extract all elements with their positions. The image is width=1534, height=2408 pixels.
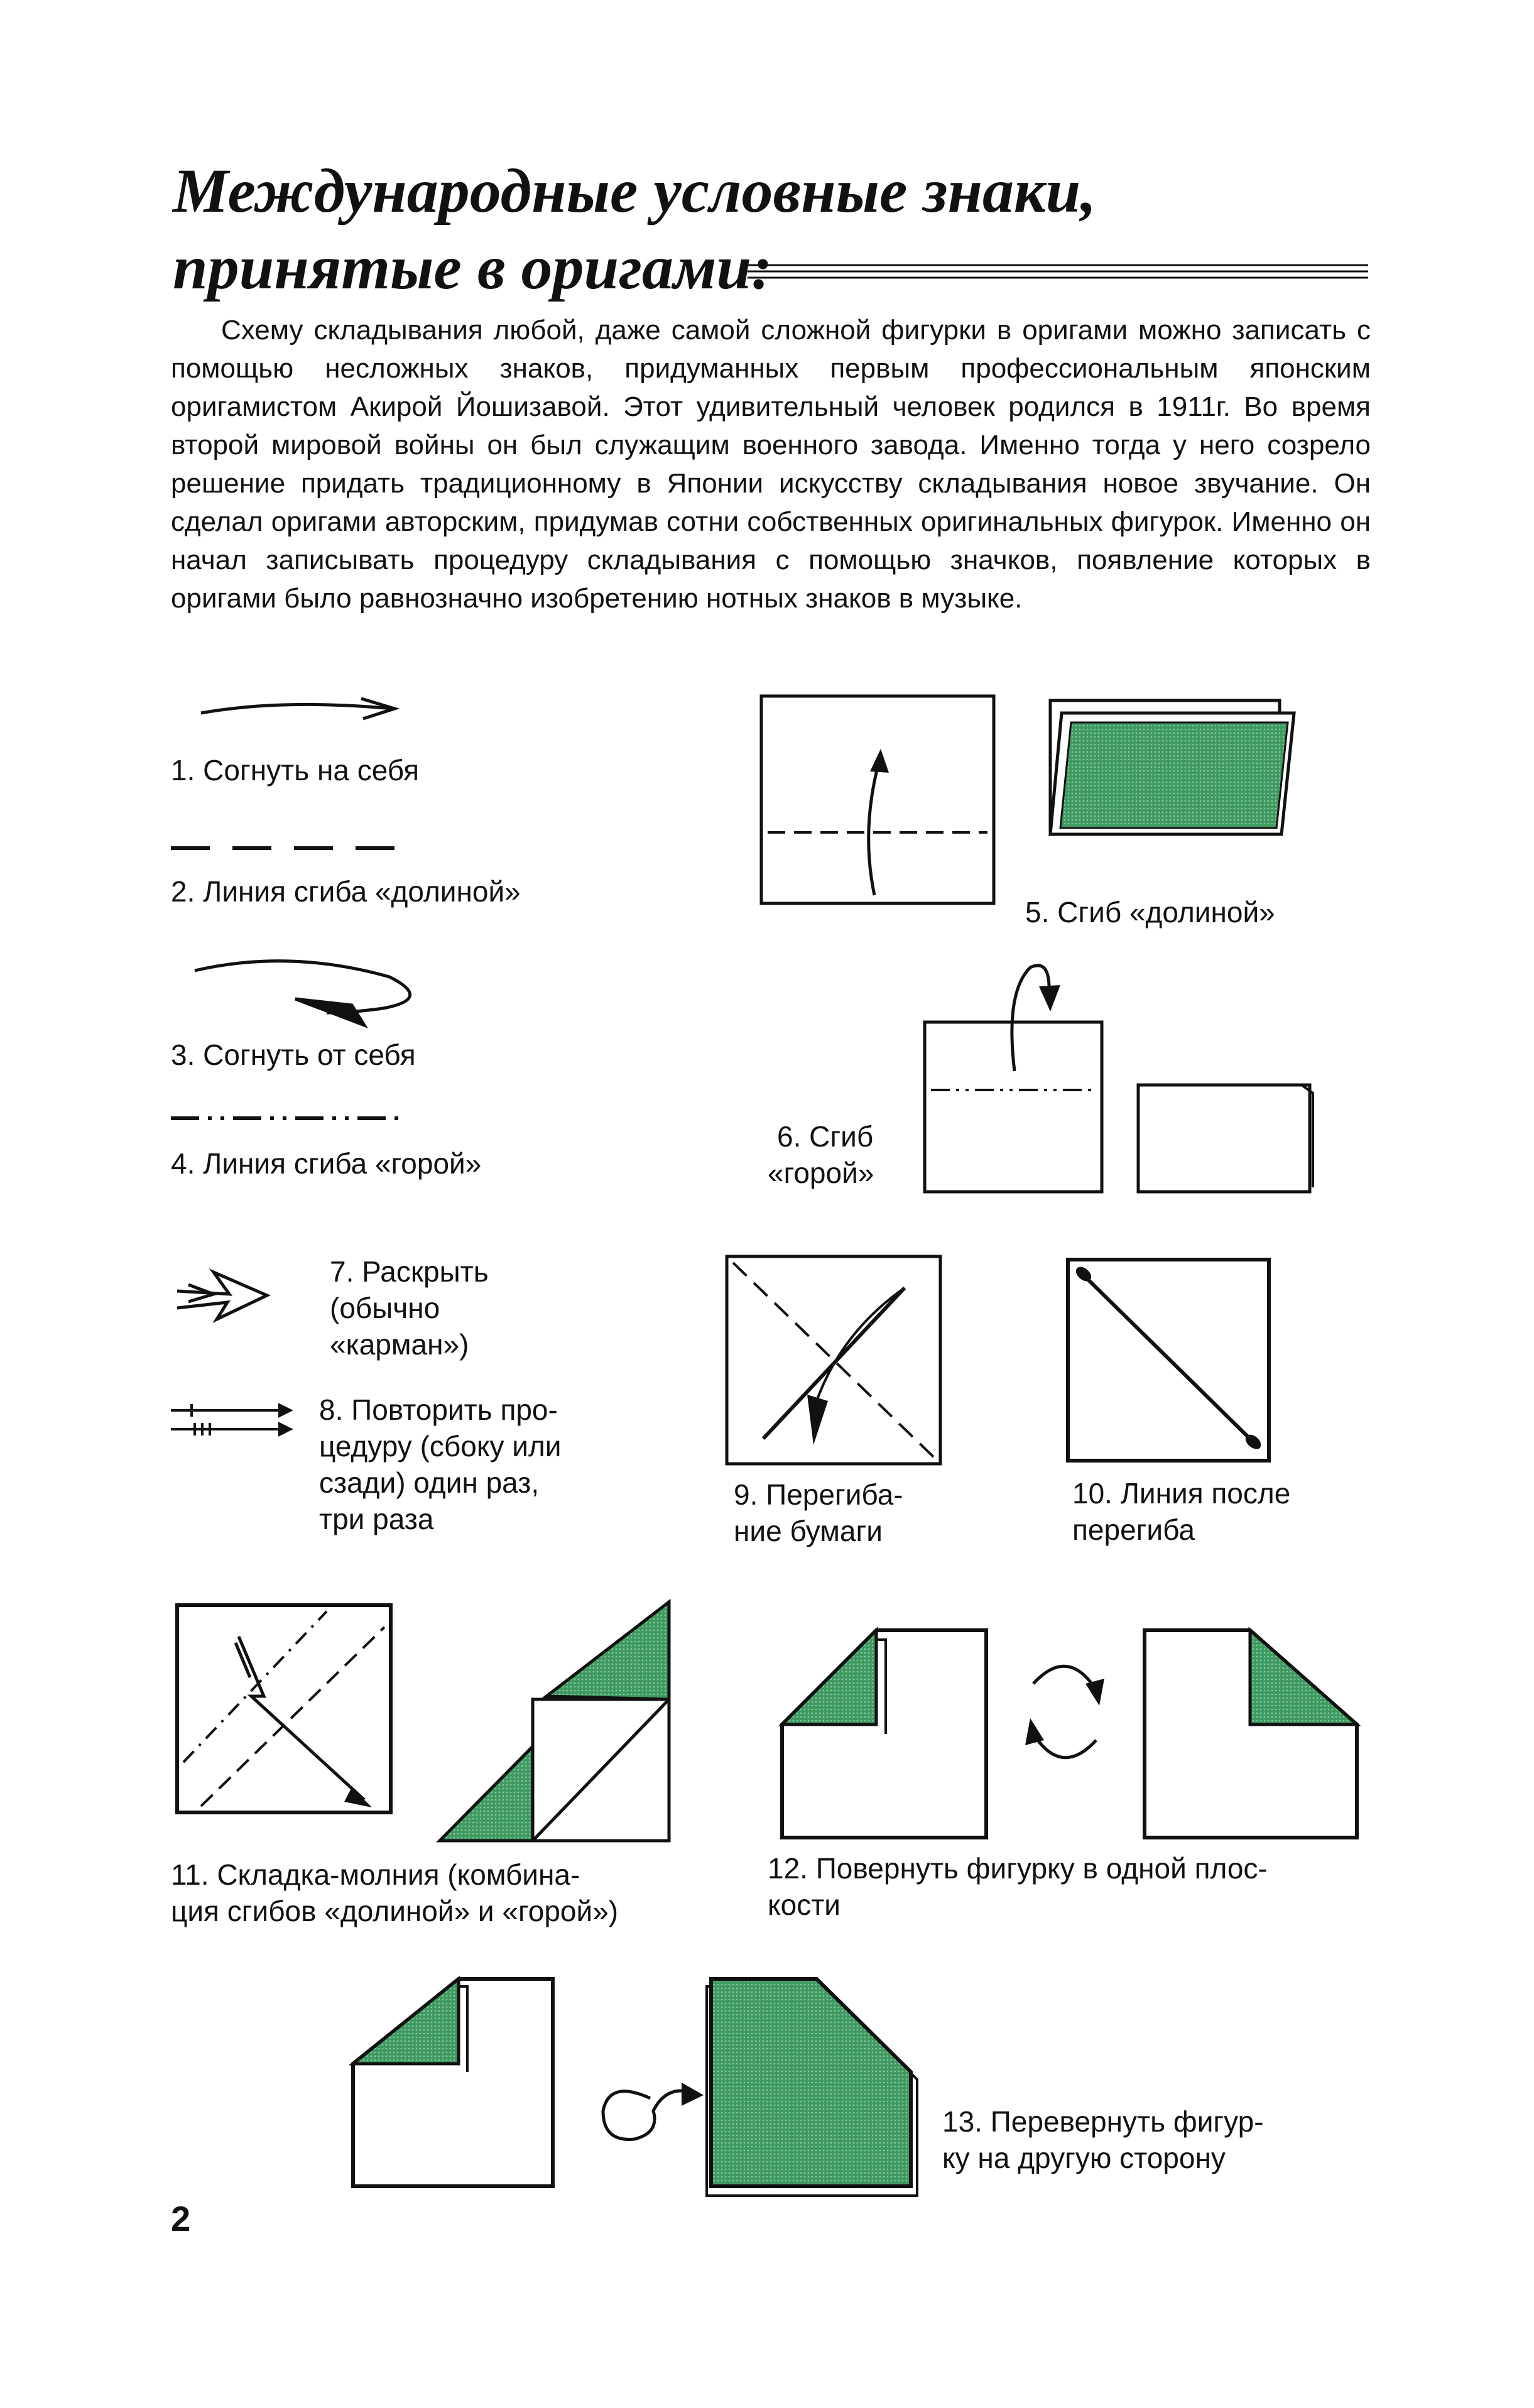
- fold-away-arrow-icon: [195, 961, 410, 1025]
- legend-item-12-line-2: кости: [768, 1888, 840, 1921]
- legend-item-3: 3. Согнуть от себя: [171, 1038, 416, 1071]
- page-title-line-2: принятые в оригами:: [173, 232, 773, 302]
- rotate-figure-diagram: [782, 1630, 1357, 1838]
- crease-paper-diagram: [727, 1256, 940, 1464]
- mountain-fold-diagram: [925, 966, 1313, 1192]
- page-title-line-1: Международные условные знаки,: [173, 156, 1097, 226]
- legend-item-7-line-3: «карман»): [330, 1328, 469, 1361]
- legend-item-6-line-1: 6. Сгиб: [777, 1120, 874, 1153]
- legend-item-9-line-2: ние бумаги: [734, 1515, 883, 1547]
- legend-item-7-line-1: 7. Раскрыть: [330, 1255, 489, 1288]
- legend-item-13-line-2: ку на другую сторону: [942, 2142, 1226, 2174]
- legend-item-1: 1. Согнуть на себя: [171, 754, 420, 787]
- title-rule: [748, 265, 1368, 278]
- legend-item-9-line-1: 9. Перегиба-: [734, 1478, 903, 1511]
- legend-item-8-line-3: сзади) один раз,: [319, 1466, 540, 1499]
- legend-item-2: 2. Линия сгиба «долиной»: [171, 875, 521, 908]
- repeat-arrows-icon: [171, 1404, 290, 1436]
- legend-item-8-line-2: цедуру (сбоку или: [319, 1430, 562, 1463]
- crease-line-diagram: [1068, 1260, 1269, 1461]
- legend-item-10-line-1: 10. Линия после: [1072, 1477, 1291, 1510]
- legend-item-13-line-1: 13. Перевернуть фигур-: [942, 2105, 1264, 2138]
- legend-item-5: 5. Сгиб «долиной»: [1025, 896, 1275, 929]
- legend-item-8-line-1: 8. Повторить про-: [319, 1393, 558, 1426]
- intro-paragraph: Схему складывания любой, даже самой сложной фигурки в оригами можно записать с помощью несложных знаков, придуманных первым профессиональным японским оригамистом Акирой Йошизавой. Этот удивительный человек родился в 1911г. Во время второй мировой войны он был служащим военного завода. Именно тогда у него созрело решение придать традиционному в Японии искусству складывания новое звучание. Он сделал оригами авторским, придумав сотни собственных оригинальных фигурок. Именно он начал записывать процедуру складывания с помощью значков, появление которых в оригами было равнозначно изобретению нотных знаков в музыке.: [171, 315, 1371, 614]
- legend-item-11-line-1: 11. Складка-молния (комбина-: [171, 1858, 580, 1891]
- legend-item-7-line-2: (обычно: [330, 1292, 440, 1324]
- page-number: 2: [171, 2199, 191, 2238]
- legend-item-11-line-2: ция сгибов «долиной» и «горой»): [171, 1895, 619, 1927]
- turn-over-diagram: [353, 1979, 917, 2196]
- fold-towards-arrow-icon: [201, 699, 394, 719]
- zigzag-fold-diagram: [177, 1602, 669, 1841]
- legend-item-4: 4. Линия сгиба «горой»: [171, 1147, 482, 1180]
- legend-item-12-line-1: 12. Повернуть фигурку в одной плос-: [768, 1852, 1268, 1885]
- legend-item-10-line-2: перегиба: [1072, 1513, 1195, 1546]
- valley-fold-diagram: [761, 696, 1294, 903]
- legend-item-6-line-2: «горой»: [768, 1157, 874, 1189]
- legend-item-8-line-4: три раза: [319, 1503, 434, 1535]
- open-pocket-arrow-icon: [177, 1272, 267, 1319]
